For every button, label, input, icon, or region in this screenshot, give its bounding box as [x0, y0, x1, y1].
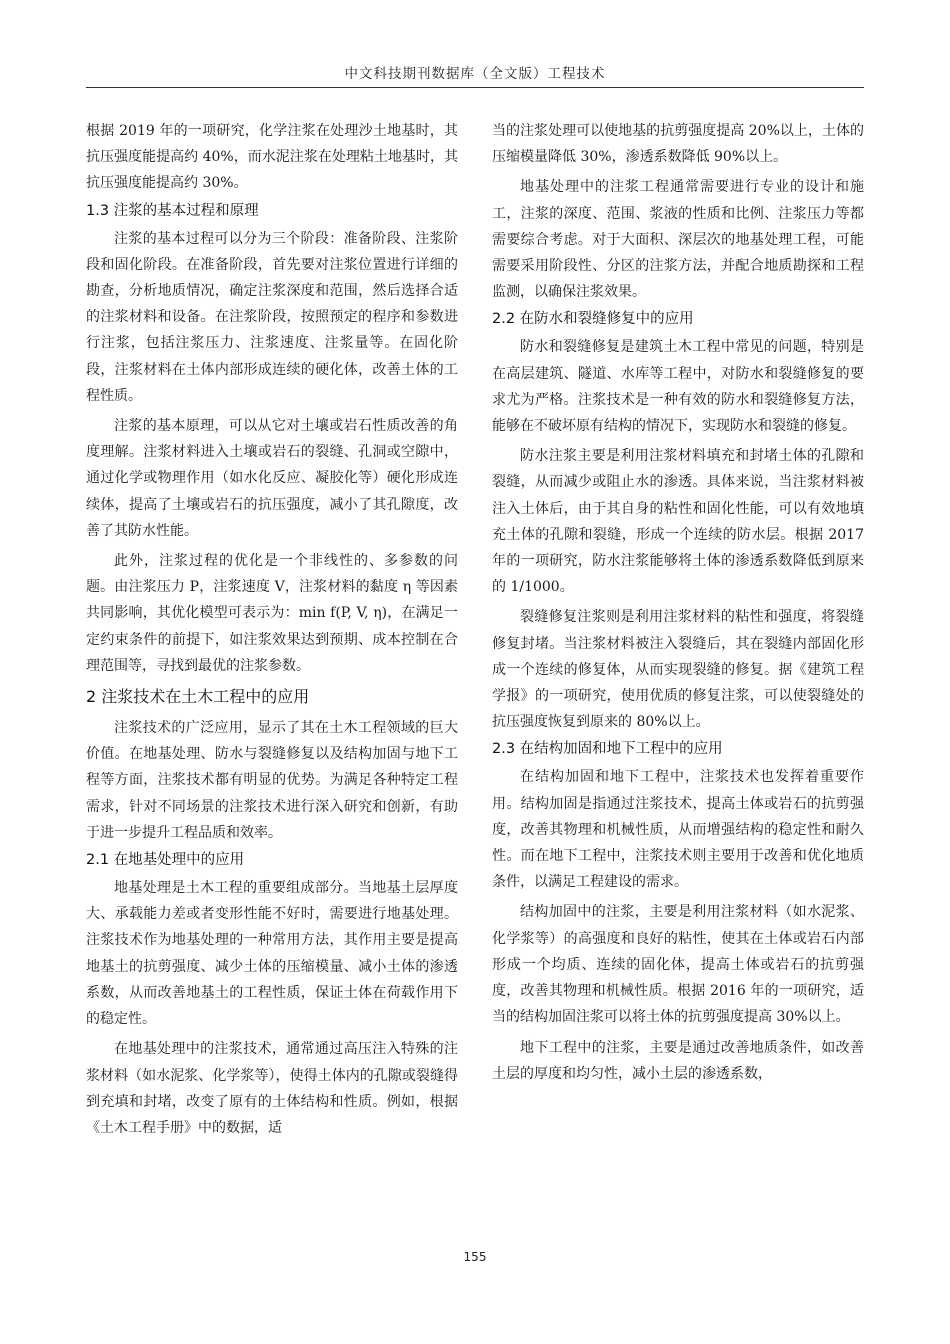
- paragraph: 防水注浆主要是利用注浆材料填充和封堵土体的孔隙和裂缝，从而减少或阻止水的渗透。具体来说，当注浆材料被注入土体后，由于其自身的粘性和固化性能，可以有效地填充土体的孔隙和裂缝，形成一个连续的防水层。根据 2017 年的一项研究，防水注浆能够将土体的渗透系数降低到原来的 1/1000。: [492, 448, 864, 596]
- paragraph: 当的注浆处理可以使地基的抗剪强度提高 20%以上，土体的压缩模量降低 30%，渗透系数降低 90%以上。: [492, 123, 864, 166]
- paragraph: 在地基处理中的注浆技术，通常通过高压注入特殊的注浆材料（如水泥浆、化学浆等），使得土体内的孔隙或裂缝得到充填和封堵，改变了原有的土体结构和性质。例如，根据《土木工程手册》中的数据，适: [86, 1041, 458, 1136]
- paragraph: 地基处理是土木工程的重要组成部分。当地基土层厚度大、承载能力差或者变形性能不好时，需要进行地基处理。注浆技术作为地基处理的一种常用方法，其作用主要是提高地基土的抗剪强度、减少土体的压缩模量、减小土体的渗透系数，从而改善地基土的工程性质，保证土体在荷载作用下的稳定性。: [86, 880, 458, 1028]
- section-heading-2: 2 注浆技术在土木工程中的应用: [86, 687, 310, 707]
- paragraph: 注浆技术的广泛应用，显示了其在土木工程领域的巨大价值。在地基处理、防水与裂缝修复以及结构加固与地下工程等方面，注浆技术都有明显的优势。为满足各种特定工程需求，针对不同场景的注浆技术进行深入研究和创新，有助于进一步提升工程品质和效率。: [86, 720, 458, 841]
- page-number: 155: [463, 1250, 487, 1264]
- paragraph: 防水和裂缝修复是建筑土木工程中常见的问题，特别是在高层建筑、隧道、水库等工程中，对防水和裂缝修复的要求尤为严格。注浆技术是一种有效的防水和裂缝修复方法，能够在不破坏原有结构的情况下，实现防水和裂缝的修复。: [492, 339, 864, 435]
- section-heading-1-3: 1.3 注浆的基本过程和原理: [86, 202, 259, 219]
- paragraph: 注浆的基本过程可以分为三个阶段：准备阶段、注浆阶段和固化阶段。在准备阶段，首先要对注浆位置进行详细的勘查，分析地质情况，确定注浆深度和范围，然后选择合适的注浆材料和设备。在注浆阶段，按照预定的程序和参数进行注浆，包括注浆压力、注浆速度、注浆量等。在固化阶段，注浆材料在土体内部形成连续的硬化体，改善土体的工程性质。: [86, 230, 458, 404]
- paragraph: 裂缝修复注浆则是利用注浆材料的粘性和强度，将裂缝修复封堵。当注浆材料被注入裂缝后，其在裂缝内部固化形成一个连续的修复体，从而实现裂缝的修复。据《建筑工程学报》的一项研究，使用优质的修复注浆，可以使裂缝处的抗压强度恢复到原来的 80%以上。: [492, 609, 864, 731]
- paragraph: 注浆的基本原理，可以从它对土壤或岩石性质改善的角度理解。注浆材料进入土壤或岩石的裂缝、孔洞或空隙中，通过化学或物理作用（如水化反应、凝胶化等）硬化形成连续体，提高了土壤或岩石的抗压强度，减小了其孔隙度，改善了其防水性能。: [86, 418, 458, 539]
- left-column: [86, 118, 458, 1141]
- paragraph: 结构加固中的注浆，主要是利用注浆材料（如水泥浆、化学浆等）的高强度和良好的粘性，使其在土体或岩石内部形成一个均质、连续的固化体，提高土体或岩石的抗剪强度，改善其物理和机械性质。根据 2016 年的一项研究，适当的结构加固注浆可以将土体的抗剪强度提高 30%以上。: [492, 904, 864, 1026]
- section-heading-2-1: 2.1 在地基处理中的应用: [86, 852, 245, 869]
- right-column: [492, 118, 864, 1087]
- paragraph: 根据 2019 年的一项研究，化学注浆在处理沙土地基时，其抗压强度能提高约 40%，而水泥注浆在处理粘土地基时，其抗压强度能提高约 30%。: [86, 123, 458, 192]
- header-rule: [86, 87, 864, 88]
- running-header: 中文科技期刊数据库（全文版）工程技术: [344, 66, 606, 82]
- paragraph: 地基处理中的注浆工程通常需要进行专业的设计和施工，注浆的深度、范围、浆液的性质和比例、注浆压力等都需要综合考虑。对于大面积、深层次的地基处理工程，可能需要采用阶段性、分区的注浆方法，并配合地质勘探和工程监测，以确保注浆效果。: [492, 179, 864, 301]
- paragraph: 此外，注浆过程的优化是一个非线性的、多参数的问题。由注浆压力 P，注浆速度 V，注浆材料的黏度 η 等因素共同影响，其优化模型可表示为：min f(P, V, η)，在满足一定约束条件的前提下，如注浆效果达到预期、成本控制在合理范围等，寻找到最优的注浆参数。: [86, 553, 458, 674]
- section-heading-2-3: 2.3 在结构加固和地下工程中的应用: [492, 741, 723, 758]
- section-heading-2-2: 2.2 在防水和裂缝修复中的应用: [492, 311, 694, 328]
- paragraph: 地下工程中的注浆，主要是通过改善地质条件，如改善土层的厚度和均匀性，减小土层的渗透系数，: [492, 1039, 864, 1082]
- paragraph: 在结构加固和地下工程中，注浆技术也发挥着重要作用。结构加固是指通过注浆技术，提高土体或岩石的抗剪强度，改善其物理和机械性质，从而增强结构的稳定性和耐久性。而在地下工程中，注浆技术则主要用于改善和优化地质条件，以满足工程建设的需求。: [492, 769, 864, 891]
